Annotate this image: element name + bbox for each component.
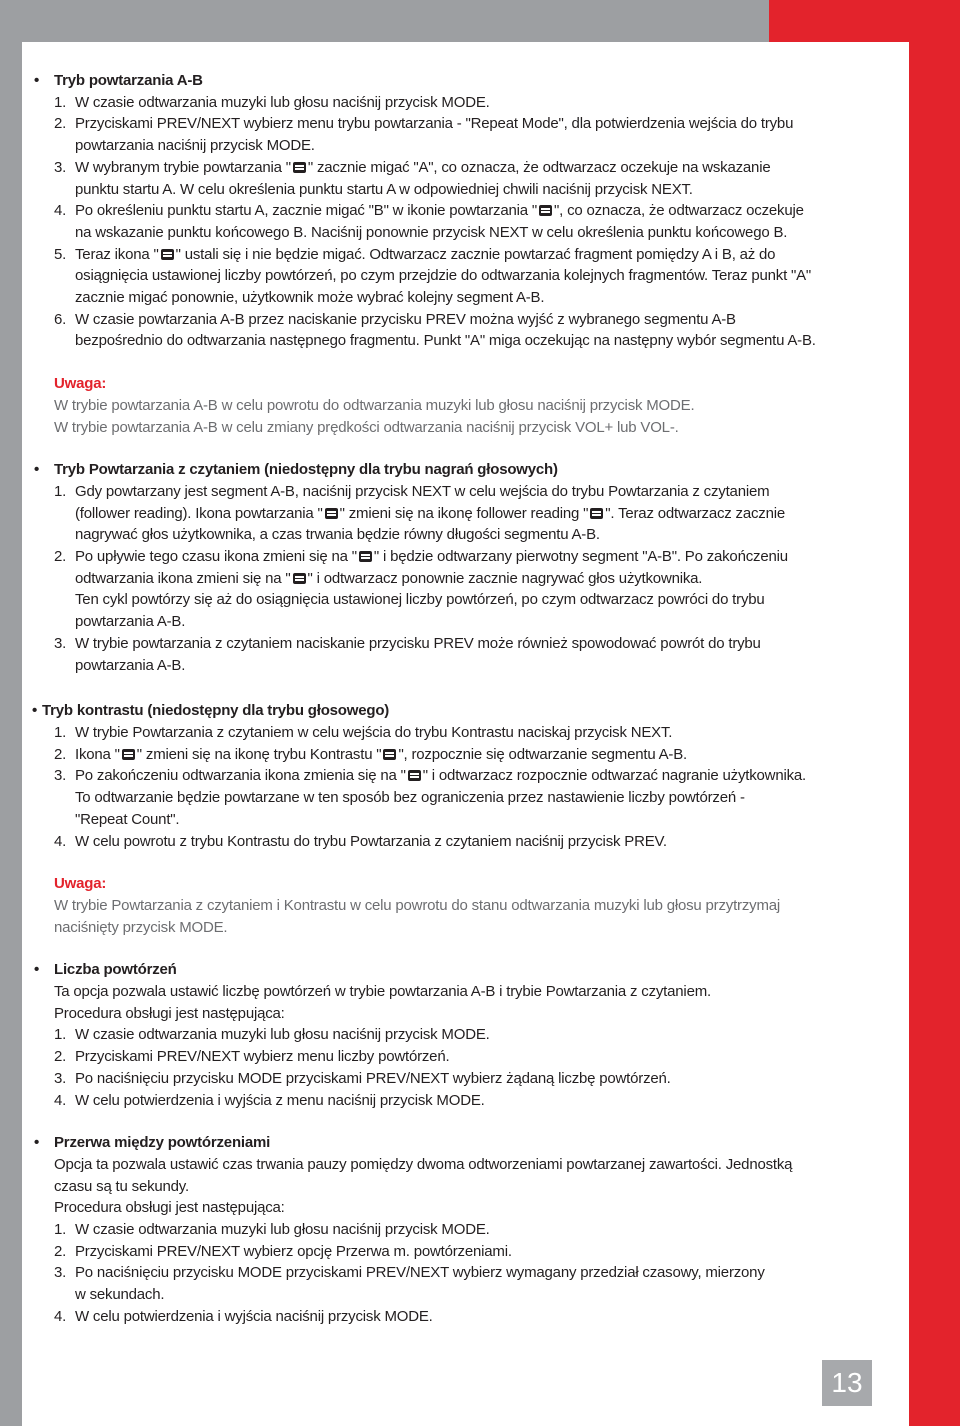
manual-page (22, 42, 909, 1426)
section-heading-follower-reading: • Tryb Powtarzania z czytaniem (niedostępny dla trybu nagrań głosowych) (34, 461, 558, 479)
list-item: 4. W celu potwierdzenia i wyjścia naciśnij przycisk MODE. (54, 1307, 433, 1325)
list-item-continuation: na wskazanie punktu końcowego B. Naciśnij ponownie przycisk NEXT w celu określenia punktu końcowego B. (75, 223, 788, 241)
list-item: 4. W celu powrotu z trybu Kontrastu do trybu Powtarzania z czytaniem naciśnij przycisk PREV. (54, 832, 667, 850)
section-heading-repeat-interval: • Przerwa między powtórzeniami (34, 1134, 271, 1152)
contrast-mode-icon (383, 749, 396, 760)
note-text: naciśnięty przycisk MODE. (54, 918, 228, 936)
page-content (22, 70, 909, 1328)
paragraph: Opcja ta pozwala ustawić czas trwania pauzy pomiędzy dwoma odtworzeniami powtarzanej zawartości. Jednostką (54, 1155, 793, 1173)
list-item-continuation: Ten cykl powtórzy się aż do osiągnięcia ustawionej liczby powtórzeń, po czym odtwarzacz powróci do trybu (75, 591, 765, 609)
list-item: 1. W czasie odtwarzania muzyki lub głosu naciśnij przycisk MODE. (54, 1221, 490, 1239)
paragraph: Procedura obsługi jest następująca: (54, 1199, 285, 1217)
contrast-playback-icon (408, 770, 421, 781)
section-heading-ab-repeat: • Tryb powtarzania A-B (34, 72, 203, 89)
list-item: 1. W czasie odtwarzania muzyki lub głosu naciśnij przycisk MODE. (54, 1026, 490, 1044)
list-item: 2. Przyciskami PREV/NEXT wybierz opcję Przerwa m. powtórzeniami. (54, 1242, 512, 1260)
paragraph: czasu są tu sekundy. (54, 1177, 189, 1195)
list-item-continuation: powtarzania naciśnij przycisk MODE. (75, 137, 315, 155)
list-item: 4. W celu potwierdzenia i wyjścia z menu naciśnij przycisk MODE. (54, 1091, 485, 1109)
list-item: 3. W trybie powtarzania z czytaniem naciskanie przycisku PREV może również spowodować powrót do trybu (54, 634, 761, 652)
repeat-mode-icon (293, 162, 306, 173)
follower-reading-icon (590, 508, 603, 519)
list-item: 1. W trybie Powtarzania z czytaniem w celu wejścia do trybu Kontrastu naciskaj przycisk NEXT. (54, 723, 673, 741)
list-item: 2. Po upływie tego czasu ikona zmieni się na " " i będzie odtwarzany pierwotny segment "A-B". Po zakończeniu (54, 548, 788, 566)
section-heading-repeat-count: • Liczba powtórzeń (34, 961, 177, 979)
list-item: 3. W wybranym trybie powtarzania " " zacznie migać "A", co oznacza, że odtwarzacz oczekuje na wskazanie (54, 158, 771, 176)
list-item-continuation: To odtwarzanie będzie powtarzane w ten sposób bez ograniczenia przez nastawienie liczby powtórzeń - (75, 789, 745, 807)
follower-reading-icon (122, 749, 135, 760)
note-label: Uwaga: (54, 875, 107, 893)
list-item: 5. Teraz ikona " " ustali się i nie będzie migać. Odtwarzacz zacznie powtarzać fragment pomiędzy A i B, aż do (54, 245, 776, 263)
list-item: 1. Gdy powtarzany jest segment A-B, naciśnij przycisk NEXT w celu wejścia do trybu Powtarzania z czytaniem (54, 482, 770, 500)
page-number: 13 (822, 1360, 872, 1406)
repeat-b-icon (539, 205, 552, 216)
note-text: W trybie powtarzania A-B w celu powrotu do odtwarzania muzyki lub głosu naciśnij przycisk MODE. (54, 396, 695, 414)
paragraph: Ta opcja pozwala ustawić liczbę powtórzeń w trybie powtarzania A-B i trybie Powtarzania z czytaniem. (54, 983, 711, 1001)
list-item-continuation: "Repeat Count". (75, 810, 180, 828)
list-item: 3. Po naciśnięciu przycisku MODE przyciskami PREV/NEXT wybierz żądaną liczbę powtórzeń. (54, 1069, 671, 1087)
list-item-continuation: nagrywać głos użytkownika, a czas trwania będzie równy długości segmentu A-B. (75, 526, 600, 544)
note-label: Uwaga: (54, 375, 107, 393)
section-heading-contrast: • Tryb kontrastu (niedostępny dla trybu głosowego) (32, 702, 390, 720)
follower-reading-icon (293, 573, 306, 584)
list-item-continuation: punktu startu A. W celu określenia punktu startu A w odpowiedniej chwili naciśnij przycisk NEXT. (75, 180, 693, 198)
list-item-continuation: (follower reading). Ikona powtarzania " " zmieni się na ikonę follower reading " ". Teraz odtwarzacz zacznie (75, 504, 786, 522)
list-item-continuation: w sekundach. (75, 1286, 165, 1304)
list-item: 6. W czasie powtarzania A-B przez naciskanie przycisku PREV można wyjść z wybranego segmentu A-B (54, 310, 736, 328)
list-item-continuation: osiągnięcia ustawionej liczby powtórzeń, po czym przejdzie do odtwarzania kolejnych fragmentów. Teraz punkt "A" (75, 267, 812, 285)
list-item: 2. Ikona " " zmieni się na ikonę trybu Kontrastu " ", rozpocznie się odtwarzanie segmentu A-B. (54, 745, 687, 763)
paragraph: Procedura obsługi jest następująca: (54, 1004, 285, 1022)
list-item: 2. Przyciskami PREV/NEXT wybierz menu trybu powtarzania - "Repeat Mode", dla potwierdzenia wejścia do trybu (54, 115, 794, 133)
list-item: 3. Po zakończeniu odtwarzania ikona zmienia się na " " i odtwarzacz rozpocznie odtwarzać nagranie użytkownika. (54, 767, 806, 785)
list-item: 2. Przyciskami PREV/NEXT wybierz menu liczby powtórzeń. (54, 1048, 450, 1066)
note-text: W trybie Powtarzania z czytaniem i Kontrastu w celu powrotu do stanu odtwarzania muzyki lub głosu przytrzymaj (54, 896, 781, 914)
playback-icon (359, 551, 372, 562)
list-item: 3. Po naciśnięciu przycisku MODE przyciskami PREV/NEXT wybierz wymagany przedział czasowy, mierzony (54, 1264, 765, 1282)
list-item-continuation: zacznie migać ponownie, użytkownik może wybrać kolejny segment A-B. (75, 289, 545, 307)
list-item: 4. Po określeniu punktu startu A, zacznie migać "B" w ikonie powtarzania " ", co oznacza, że odtwarzacz oczekuje (54, 202, 804, 220)
list-item-continuation: bezpośrednio do odtwarzania następnego fragmentu. Punkt "A" miga oczekując na następny wybór segmentu A-B. (75, 332, 816, 350)
repeat-ab-icon (161, 249, 174, 260)
note-text: W trybie powtarzania A-B w celu zmiany prędkości odtwarzania naciśnij przycisk VOL+ lub VOL-. (54, 418, 679, 436)
list-item: 1. W czasie odtwarzania muzyki lub głosu naciśnij przycisk MODE. (54, 93, 490, 111)
list-item-continuation: odtwarzania ikona zmieni się na " " i odtwarzacz ponownie zacznie nagrywać głos użytkownika. (75, 569, 703, 587)
repeat-ab-icon (325, 508, 338, 519)
list-item-continuation: powtarzania A-B. (75, 656, 186, 674)
list-item-continuation: powtarzania A-B. (75, 613, 186, 631)
